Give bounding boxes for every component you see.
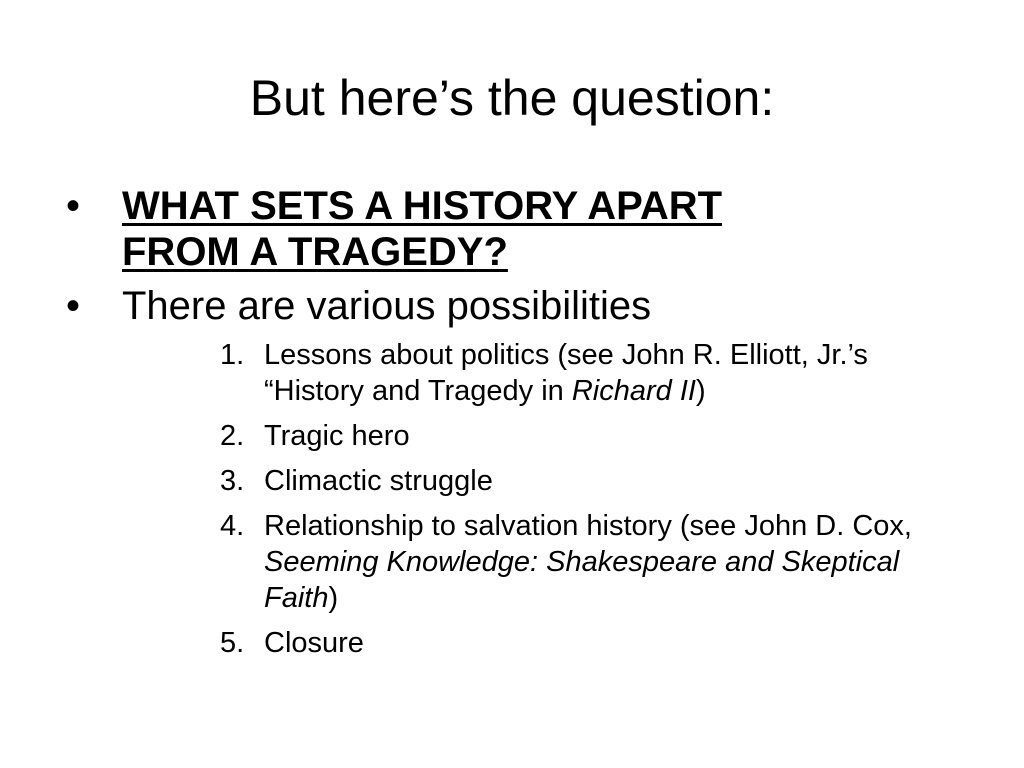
list-item-climactic-struggle <box>220 463 960 499</box>
bullet-text-possibilities: There are various possibilities <box>122 284 652 328</box>
item-text: Climactic struggle <box>264 465 493 497</box>
item-italic-title: Richard II <box>571 375 696 407</box>
item-text-suffix: ) <box>695 375 706 407</box>
bullet-marker: • <box>66 184 81 228</box>
item-text: Tragic hero <box>264 420 410 452</box>
item-text: Relationship to salvation history (see John D. Cox, <box>264 510 912 542</box>
item-number: 2. <box>220 420 245 452</box>
list-item-salvation-history <box>220 508 960 616</box>
item-number: 4. <box>220 510 245 542</box>
bullet-list <box>66 183 966 670</box>
bullet-text-question-line2: FROM A TRAGEDY? <box>122 230 508 274</box>
item-text-suffix: ) <box>328 582 339 614</box>
bullet-marker: • <box>66 284 81 328</box>
slide-title: But here’s the question: <box>249 70 775 126</box>
item-number: 1. <box>220 339 245 371</box>
item-number: 3. <box>220 465 245 497</box>
bullet-item-question <box>66 183 966 275</box>
item-text: Lessons about politics (see John R. Elliott, Jr.’s “History and Tragedy in <box>264 339 868 407</box>
list-item-closure <box>220 625 960 661</box>
list-item-tragic-hero <box>220 418 960 454</box>
item-italic-title: Seeming Knowledge: Shakespeare and Skeptical Faith <box>264 546 900 614</box>
bullet-text-question-line1: WHAT SETS A HISTORY APART <box>122 184 723 228</box>
item-number: 5. <box>220 627 245 659</box>
list-item-politics <box>220 337 960 409</box>
numbered-list <box>220 337 960 661</box>
item-text: Closure <box>264 627 364 659</box>
bullet-item-possibilities <box>66 283 966 661</box>
